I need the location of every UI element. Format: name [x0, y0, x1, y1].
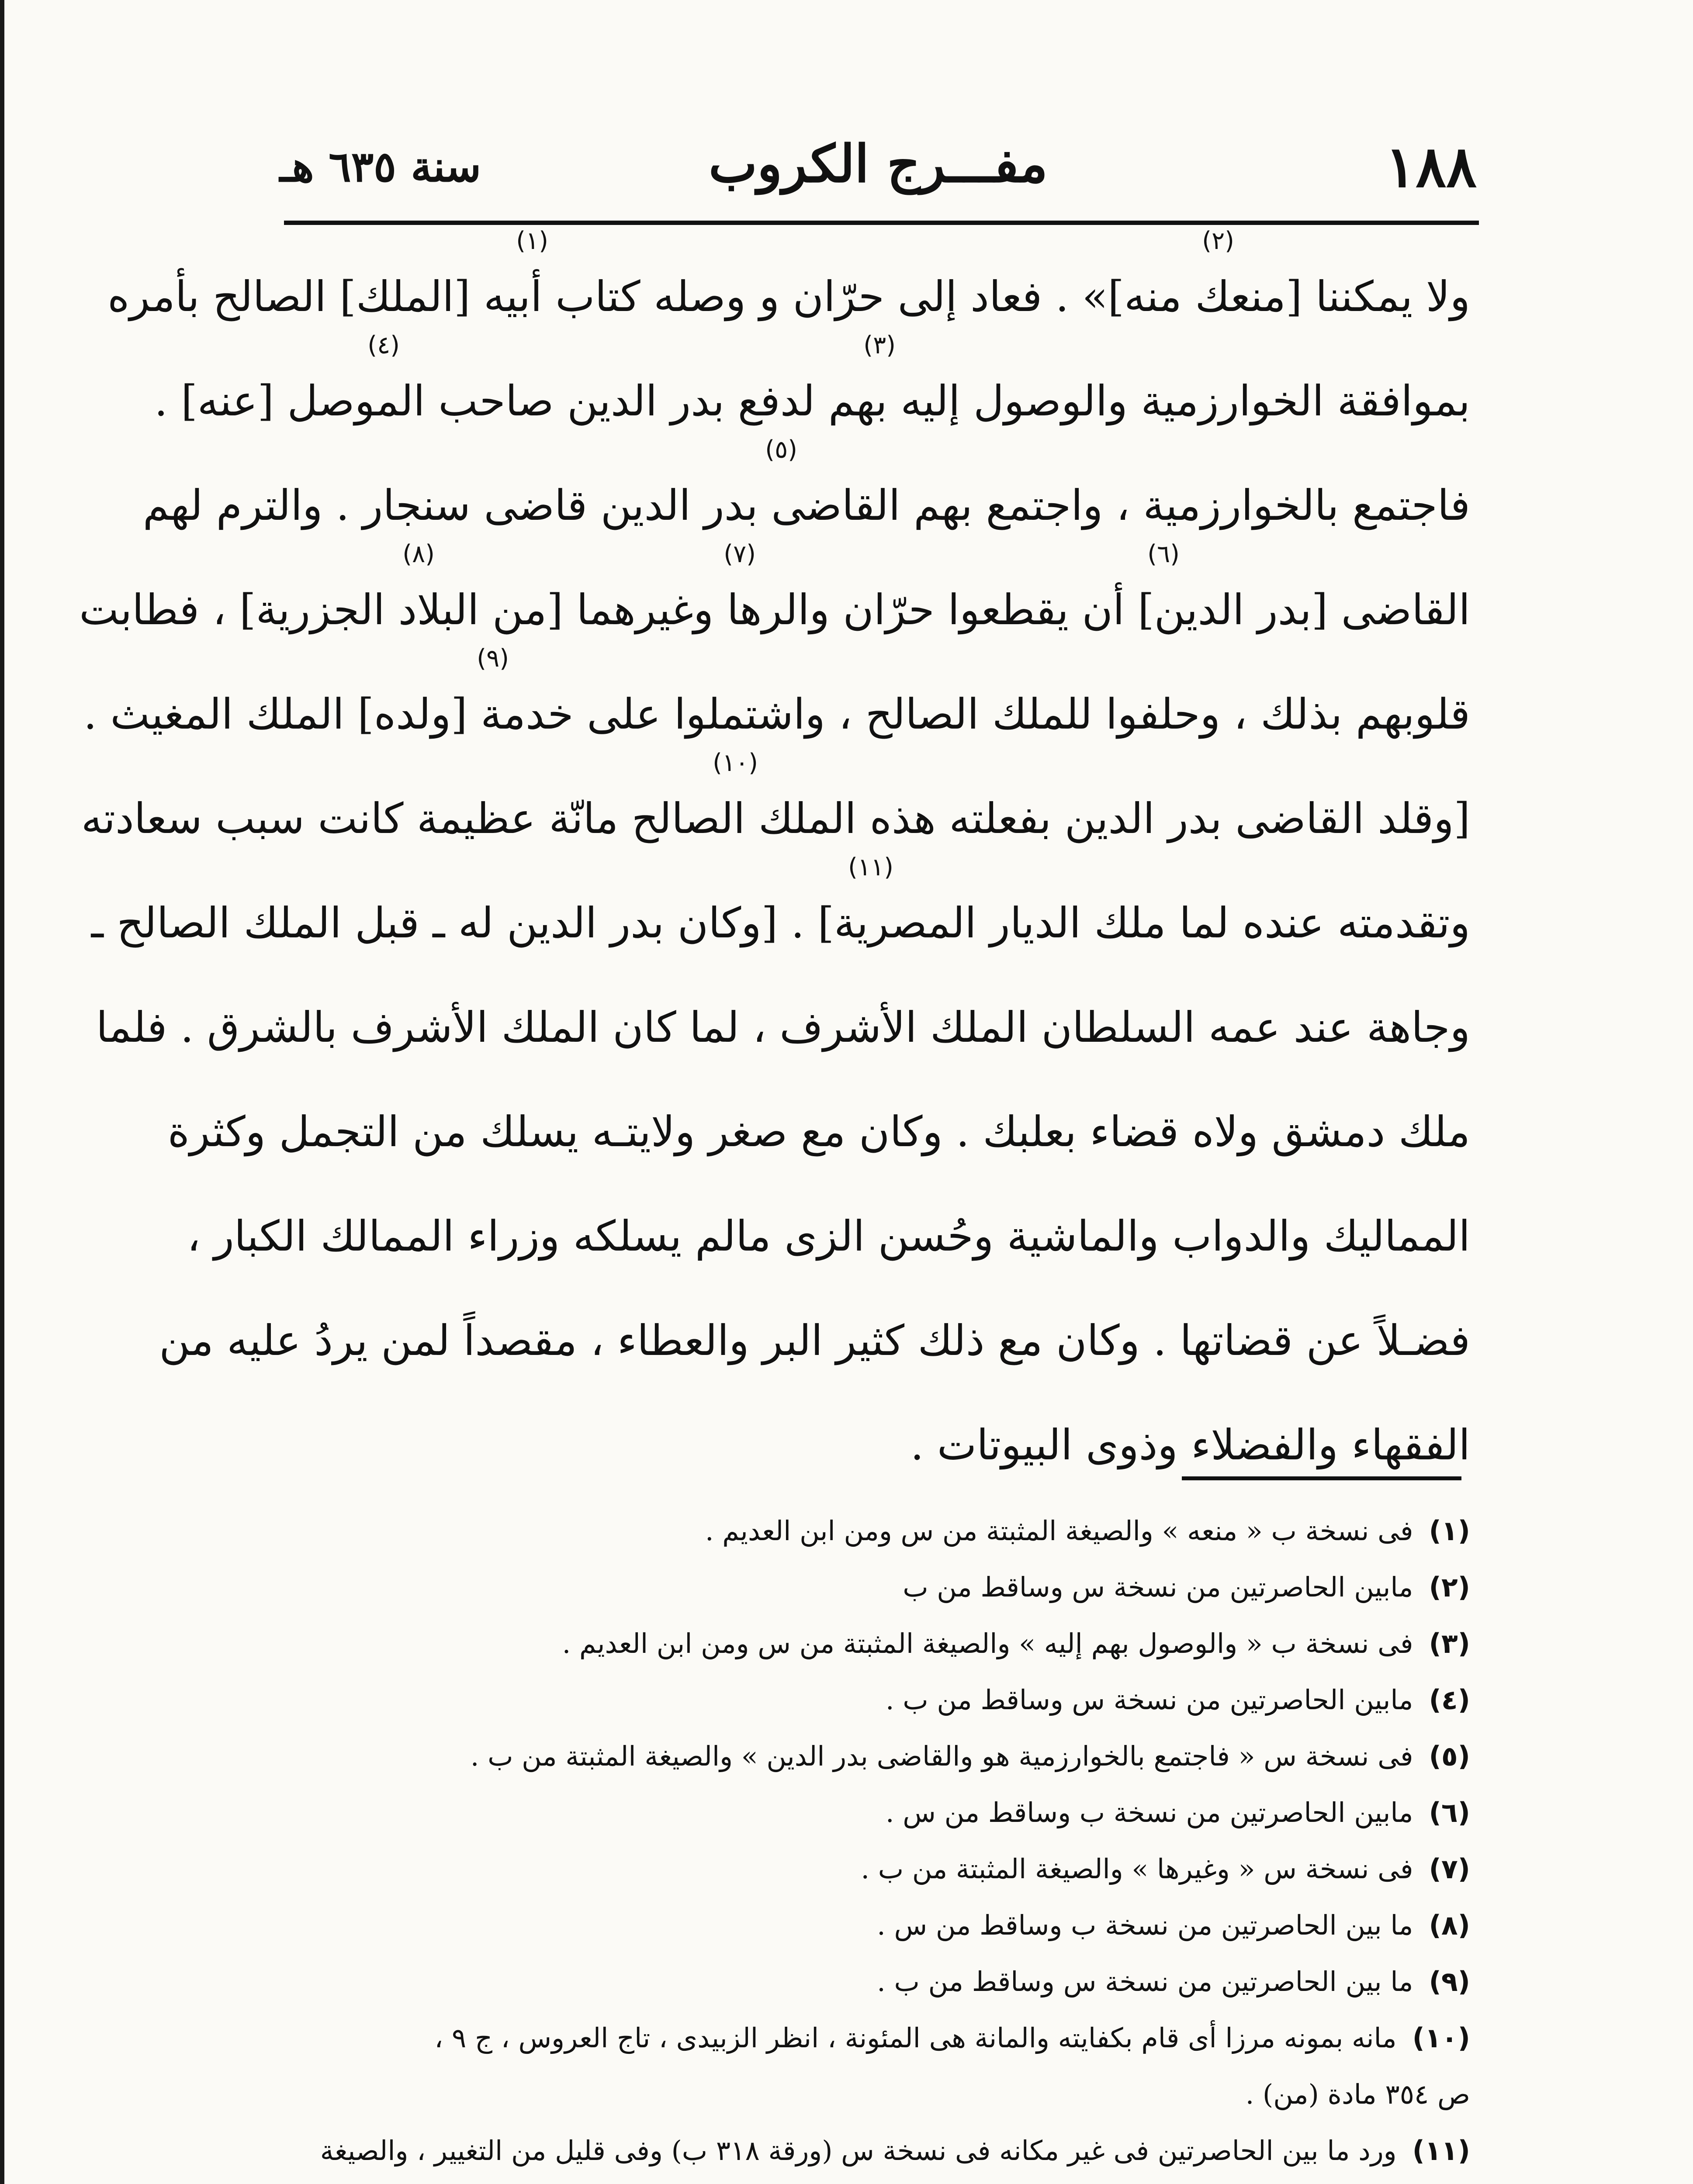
- line-text: القاضى [بدر الدين] أن يقطعوا حرّان والرها وغيرهما [من البلاد الجزرية] ، فطابت: [79, 585, 1470, 634]
- line-text: فضـلاً عن قضاتها . وكان مع ذلك كثير البر والعطاء ، مقصداً لمن يردُ عليه من: [159, 1316, 1470, 1365]
- footnote: [291, 1953, 1470, 2010]
- footnotes: [291, 1503, 1470, 2184]
- footnote-number: (٤): [1429, 1684, 1470, 1716]
- text-line: [187, 1184, 1470, 1289]
- footnote: [291, 1784, 1470, 1841]
- line-text: بموافقة الخوارزمية والوصول إليه بهم لدفع بدر الدين صاحب الموصل [عنه] .: [154, 377, 1470, 425]
- footnote-number: (٢): [1429, 1571, 1470, 1603]
- footnote: [291, 2122, 1470, 2179]
- text-line: [79, 540, 1470, 662]
- footnote-text: ورد ما بين الحاصرتين فى غير مكانه فى نسخة س (ورقة ٣١٨ ب) وفى قليل من التغيير ، والصيغة: [320, 2135, 1397, 2167]
- book-title: مفـــرج الكروب: [708, 133, 1048, 194]
- footnote-text: مابين الحاصرتين من نسخة س وساقط من ب .: [885, 1684, 1413, 1716]
- footnote: [291, 1503, 1470, 1559]
- text-line: [291, 1393, 1470, 1497]
- line-text: [وقلد القاضى بدر الدين بفعلته هذه الملك الصالح مانّة عظيمة كانت سبب سعادته: [81, 794, 1470, 843]
- header-rule: [284, 221, 1479, 225]
- note-ref-4: (٤): [367, 331, 400, 359]
- footnote-text: فى نسخة س « وغيرها » والصيغة المثبتة من ب .: [861, 1853, 1413, 1885]
- footnote-text: مابين الحاصرتين من نسخة س وساقط من ب: [903, 1571, 1413, 1603]
- footnote: [291, 1728, 1470, 1784]
- footnote: [291, 2010, 1470, 2066]
- text-line: [96, 975, 1470, 1080]
- footnote-text: مابين الحاصرتين من نسخة ب وساقط من س .: [885, 1797, 1413, 1828]
- footnote-number: (١٠): [1412, 2022, 1470, 2054]
- footnote-rule: [1182, 1476, 1461, 1480]
- line-text: وجاهة عند عمه السلطان الملك الأشرف ، لما كان الملك الأشرف بالشرق . فلما: [96, 1003, 1470, 1052]
- footnote: [291, 1559, 1470, 1615]
- line-text: فاجتمع بالخوارزمية ، واجتمع بهم القاضى بدر الدين قاضى سنجار . والترم لهم: [142, 481, 1470, 530]
- line-text: ولا يمكننا [منعك منه]» . فعاد إلى حرّان و وصله كتاب أبيه [الملك] الصالح بأمره: [107, 272, 1470, 321]
- footnote-text: فى نسخة س « فاجتمع بالخوارزمية هو والقاضى بدر الدين » والصيغة المثبتة من ب .: [470, 1740, 1413, 1772]
- text-line: [159, 1289, 1470, 1393]
- line-text: الفقهاء والفضلاء وذوى البيوتات .: [910, 1420, 1470, 1469]
- text-line: [83, 644, 1470, 767]
- note-ref-8: (٨): [402, 540, 435, 568]
- note-ref-7: (٧): [724, 540, 756, 568]
- note-ref-5: (٥): [765, 435, 797, 464]
- footnote-number: (٩): [1429, 1966, 1470, 1997]
- text-line: [167, 1080, 1470, 1184]
- footnote-continuation: [291, 2066, 1470, 2122]
- text-line: [91, 853, 1470, 975]
- main-text: [79, 227, 1470, 1497]
- text-line: [154, 331, 1470, 453]
- line-text: وتقدمته عنده لما ملك الديار المصرية] . [وكان بدر الدين له ـ قبل الملك الصالح ـ: [91, 898, 1470, 947]
- footnote-number: (١١): [1412, 2135, 1470, 2167]
- note-ref-2: (٢): [1202, 227, 1234, 255]
- footnote-text: فى نسخة ب « والوصول بهم إليه » والصيغة المثبتة من س ومن ابن العديم .: [562, 1628, 1413, 1659]
- text-line: [142, 435, 1470, 558]
- note-ref-3: (٣): [863, 331, 896, 359]
- footnote-text: فى نسخة ب « منعه » والصيغة المثبتة من س ومن ابن العديم .: [705, 1515, 1413, 1547]
- footnote: [291, 1841, 1470, 1897]
- footnote-number: (١): [1429, 1515, 1470, 1547]
- line-text: المماليك والدواب والماشية وحُسن الزى مالم يسلكه وزراء الممالك الكبار ،: [187, 1212, 1470, 1261]
- footnote-number: (٦): [1429, 1797, 1470, 1828]
- footnote-number: (٧): [1429, 1853, 1470, 1885]
- note-ref-1: (١): [516, 227, 548, 255]
- footnote: [291, 1897, 1470, 1953]
- footnote-text: ما بين الحاصرتين من نسخة ب وساقط من س .: [877, 1909, 1413, 1941]
- note-ref-9: (٩): [477, 644, 509, 673]
- running-header: [280, 124, 1477, 207]
- footnote-text: مانه بمونه مرزا أى قام بكفايته والمانة هى المئونة ، انظر الزبيدى ، تاج العروس ، ج ٩ ،: [434, 2022, 1397, 2054]
- line-text: ملك دمشق ولاه قضاء بعلبك . وكان مع صغر ولايتـه يسلك من التجمل وكثرة: [167, 1107, 1470, 1156]
- footnote-number: (٨): [1429, 1909, 1470, 1941]
- footnote-text: ما بين الحاصرتين من نسخة س وساقط من ب .: [877, 1966, 1413, 1997]
- footnote: [291, 1615, 1470, 1672]
- line-text: قلوبهم بذلك ، وحلفوا للملك الصالح ، واشتملوا على خدمة [ولده] الملك المغيث .: [83, 690, 1470, 739]
- footnote-text: ص ٣٥٤ مادة (من) .: [1245, 2078, 1470, 2110]
- note-ref-11: (١١): [848, 853, 893, 881]
- footnote-number: (٥): [1429, 1740, 1470, 1772]
- footnote-number: (٣): [1429, 1628, 1470, 1659]
- page-number: ١٨٨: [1385, 133, 1477, 200]
- year-label: سنة ٦٣٥ هـ: [280, 142, 481, 191]
- note-ref-10: (١٠): [713, 749, 758, 777]
- note-ref-6: (٦): [1147, 540, 1180, 568]
- footnote: [291, 1672, 1470, 1728]
- footnote-continuation: [291, 2179, 1470, 2184]
